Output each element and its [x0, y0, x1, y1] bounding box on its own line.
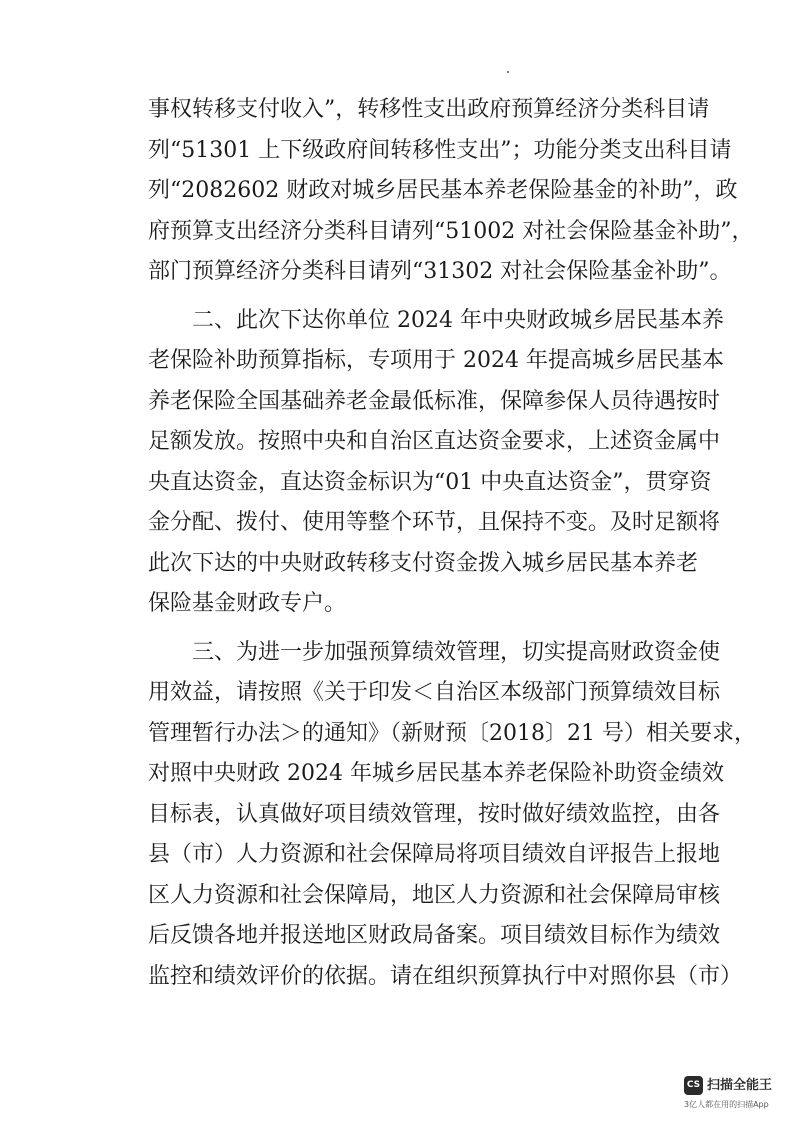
document-body — [148, 90, 756, 997]
text-line: 列“2082602 财政对城乡居民基本养老保险基金的补助”，政 — [148, 178, 738, 203]
text-line: 金分配、拨付、使用等整个环节，且保持不变。及时足额将 — [148, 510, 721, 535]
text-line: 后反馈各地并报送地区财政局备案。项目绩效目标作为绩效 — [148, 923, 721, 948]
text-line: 列“51301 上下级政府间转移性支出”；功能分类支出科目请 — [148, 137, 732, 163]
paragraph-2 — [148, 301, 724, 625]
scan-speck — [507, 71, 509, 73]
text-line: 区人力资源和社会保障局，地区人力资源和社会保障局审核 — [148, 882, 721, 908]
text-line: 养老保险全国基础养老金最低标准，保障参保人员待遇按时 — [148, 388, 721, 414]
paragraph-3 — [148, 633, 756, 998]
text-line: 府预算支出经济分类科目请列“51002 对社会保险基金补助”， — [148, 218, 754, 244]
text-line: 监控和绩效评价的依据。请在组织预算执行中对照你县（市） — [148, 963, 743, 989]
text-line: 管理暂行办法＞的通知》（新财预〔2018〕21 号）相关要求， — [148, 720, 756, 746]
text-line: 足额发放。按照中央和自治区直达资金要求，上述资金属中 — [148, 429, 721, 454]
paragraph-1 — [148, 90, 754, 293]
text-line: 县（市）人力资源和社会保障局将项目绩效自评报告上报地 — [148, 842, 721, 867]
text-line: 部门预算经济分类科目请列“31302 对社会保险基金补助”。 — [148, 259, 732, 284]
text-line: 三、为进一步加强预算绩效管理，切实提高财政资金使 — [192, 639, 721, 665]
text-line: 目标表，认真做好项目绩效管理，按时做好绩效监控，由各 — [148, 801, 721, 827]
text-line: 事权转移支付收入”，转移性支出政府预算经济分类科目请 — [148, 97, 710, 122]
scanner-watermark — [684, 1076, 788, 1116]
text-line: 用效益，请按照《关于印发＜自治区本级部门预算绩效目标 — [148, 680, 721, 705]
watermark-app-name: 扫描全能王 — [707, 1078, 773, 1093]
text-line: 保险基金财政专户。 — [148, 591, 347, 616]
text-line: 此次下达的中央财政转移支付资金拨入城乡居民基本养老 — [148, 550, 699, 576]
watermark-tagline: 3亿人都在用的扫描App — [684, 1100, 769, 1109]
text-line: 对照中央财政 2024 年城乡居民基本养老保险补助资金绩效 — [148, 761, 724, 786]
text-line: 二、此次下达你单位 2024 年中央财政城乡居民基本养 — [192, 307, 724, 333]
text-line: 央直达资金，直达资金标识为“01 中央直达资金”，贯穿资 — [148, 469, 712, 495]
camscanner-logo-icon: CS — [684, 1076, 703, 1095]
text-line: 老保险补助预算指标，专项用于 2024 年提高城乡居民基本 — [148, 348, 724, 373]
